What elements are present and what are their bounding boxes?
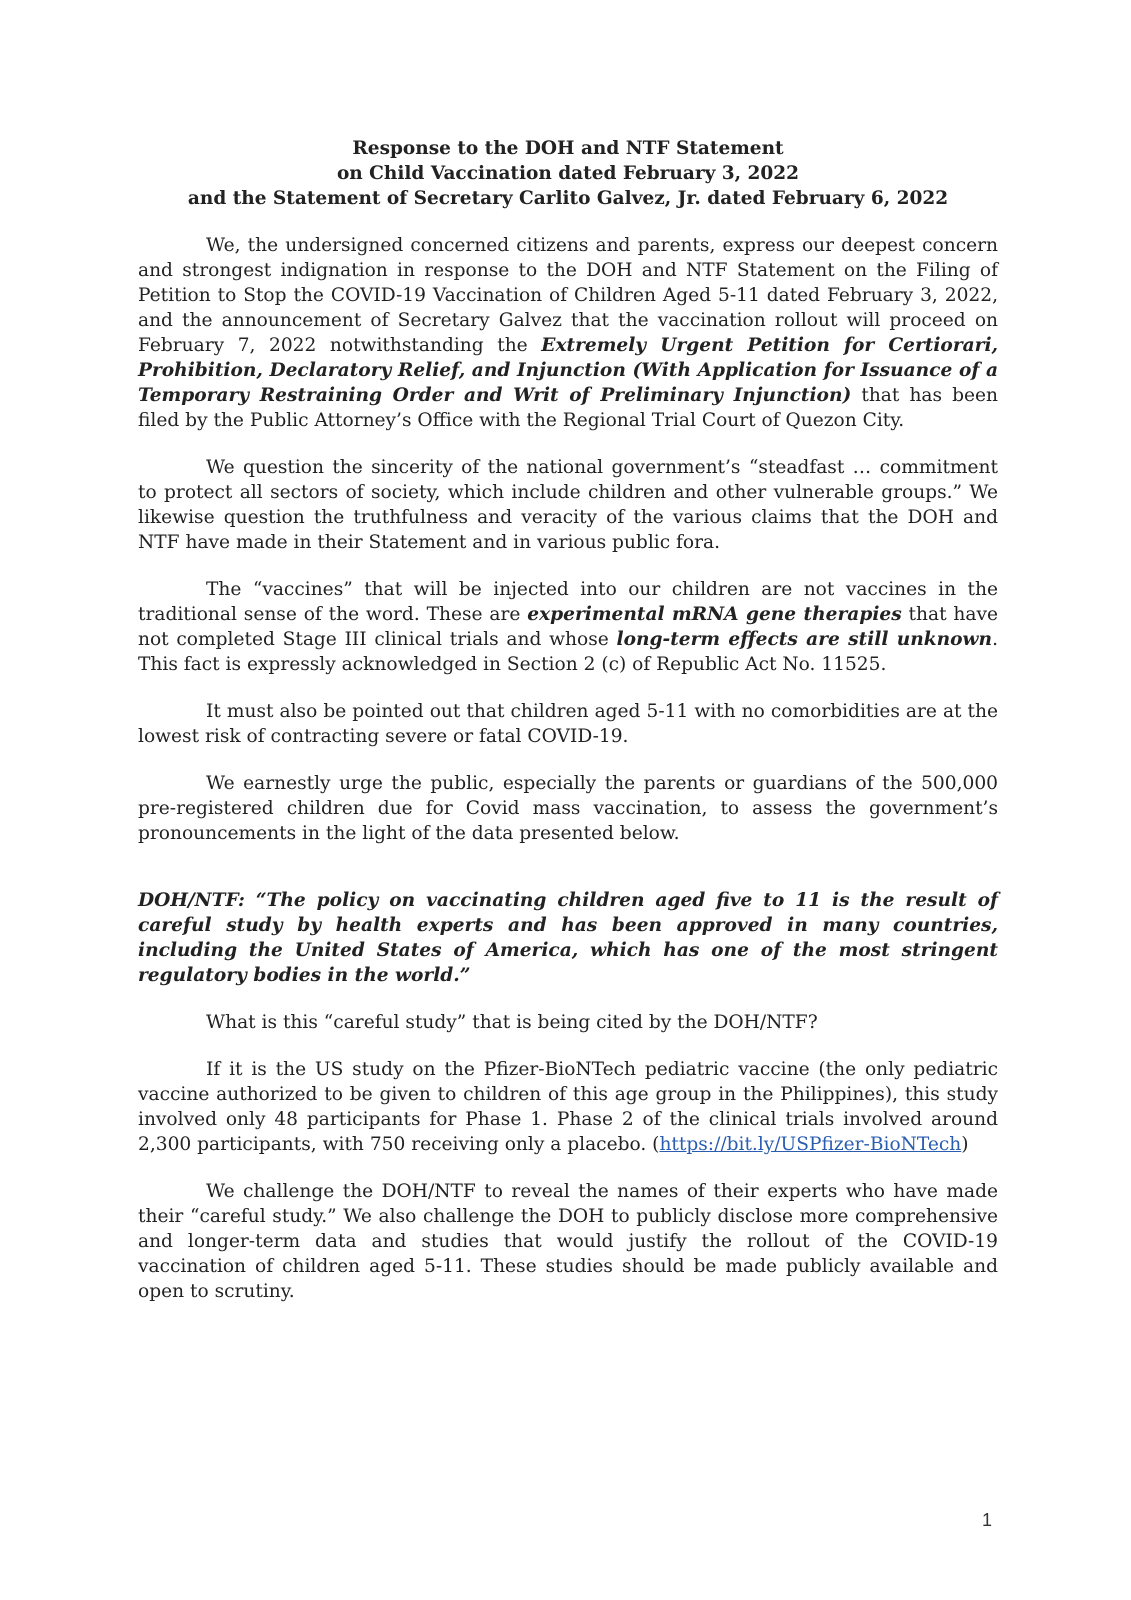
emphasis-long-term-effects: long-term effects are still unknown <box>616 629 993 650</box>
paragraph-8: We challenge the DOH/NTF to reveal the names of their experts who have made their “careful study.” We also challenge the DOH to publicly disclose more comprehensive and longer-term data and studies that would justify the rollout of the COVID-19 vaccination of children aged 5-11. These studies should be made publicly available and open to scrutiny. <box>138 1181 998 1302</box>
emphasis-gene-therapies: experimental mRNA gene therapies <box>527 604 902 625</box>
title-line-1: Response to the DOH and NTF Statement <box>352 138 784 159</box>
paragraph-5: We earnestly urge the public, especially the parents or guardians of the 500,000 pre-registered children due for Covid mass vaccination, to assess the government’s pronouncements in the light of the data presented below. <box>138 773 998 844</box>
title-line-2: on Child Vaccination dated February 3, 2022 <box>336 163 800 184</box>
paragraph-3-text-c: . This fact is expressly acknowledged in Section 2 (c) of Republic Act No. 11525. <box>138 629 998 675</box>
page-number: 1 <box>982 1510 993 1530</box>
pfizer-study-link[interactable]: https://bit.ly/USPfizer-BioNTech <box>659 1134 962 1155</box>
paragraph-3-text-b: that have not completed Stage III clinical trials and whose <box>138 604 998 650</box>
title-line-3: and the Statement of Secretary Carlito Galvez, Jr. dated February 6, 2022 <box>187 188 949 209</box>
paragraph-7-text-b: ) <box>961 1134 969 1155</box>
paragraph-4: It must also be pointed out that children aged 5-11 with no comorbidities are at the lowest risk of contracting severe or fatal COVID-19. <box>138 701 998 747</box>
paragraph-3-text-a: The “vaccines” that will be injected into our children are not vaccines in the traditional sense of the word. These are <box>138 579 998 625</box>
paragraph-2: We question the sincerity of the national government’s “steadfast … commitment to protect all sectors of society, which include children and other vulnerable groups.” We likewise question the truthfulness and veracity of the various claims that the DOH and NTF have made in their Statement and in various public fora. <box>138 457 998 553</box>
paragraph-3 <box>138 577 998 677</box>
paragraph-7-text-a: If it is the US study on the Pfizer-BioNTech pediatric vaccine (the only pediatric vaccine authorized to be given to children of this age group in the Philippines), this study involved only 48 participants for Phase 1. Phase 2 of the clinical trials involved around 2,300 participants, with 750 receiving only a placebo. ( <box>138 1059 998 1155</box>
petition-title: Extremely Urgent Petition for Certiorari, Prohibition, Declaratory Relief, and Injunction (With Application for Issuance of a Temporary Restraining Order and Writ of Preliminary Injunction) <box>138 335 998 406</box>
doh-ntf-quote: DOH/NTF: “The policy on vaccinating children aged five to 11 is the result of careful study by health experts and has been approved in many countries, including the United States of America, which has one of the most stringent regulatory bodies in the world.” <box>138 890 998 986</box>
document-page <box>138 136 998 1326</box>
paragraph-6: What is this “careful study” that is being cited by the DOH/NTF? <box>206 1012 818 1033</box>
paragraph-1 <box>138 233 998 433</box>
paragraph-1-text-a: We, the undersigned concerned citizens and parents, express our deepest concern and strongest indignation in response to the DOH and NTF Statement on the Filing of Petition to Stop the COVID-19 Vaccination of Children Aged 5-11 dated February 3, 2022, and the announcement of Secretary Galvez that the vaccination rollout will proceed on February 7, 2022 notwithstanding the <box>138 235 998 356</box>
paragraph-1-text-b: that has been filed by the Public Attorney’s Office with the Regional Trial Court of Quezon City. <box>138 385 999 431</box>
paragraph-7 <box>138 1057 998 1157</box>
document-title <box>138 136 998 211</box>
